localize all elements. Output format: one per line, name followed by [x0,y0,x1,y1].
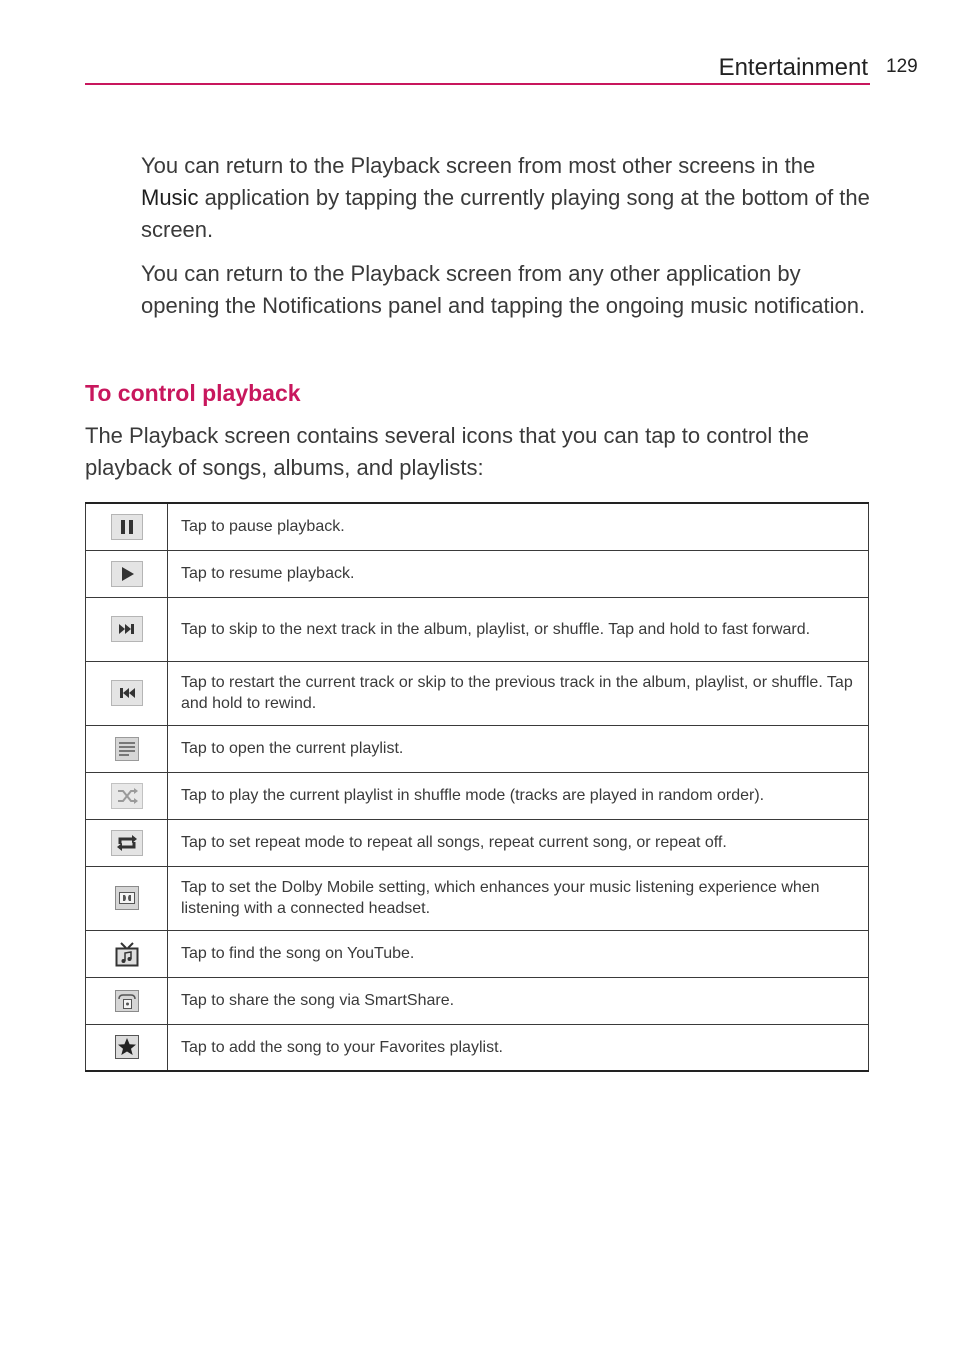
smartshare-icon [111,988,143,1014]
row-description: Tap to play the current playlist in shuffle mode (tracks are played in random order). [168,772,869,819]
table-row [86,930,869,977]
play-icon [111,561,143,587]
row-description: Tap to resume playback. [168,550,869,597]
section-intro: The Playback screen contains several icons that you can tap to control the playback of songs, albums, and playlists: [85,423,809,480]
playback-icons-table [85,502,869,1072]
favorites-icon [111,1034,143,1060]
icon-cell [86,819,168,866]
row-description: Tap to set the Dolby Mobile setting, which enhances your music listening experience when listening with a connected headset. [168,866,869,930]
row-description: Tap to share the song via SmartShare. [168,977,869,1024]
icon-cell [86,550,168,597]
music-app-name: Music [141,185,199,210]
table-row [86,866,869,930]
icon-cell [86,977,168,1024]
row-description: Tap to find the song on YouTube. [168,930,869,977]
icon-cell [86,597,168,661]
dolby-icon [111,885,143,911]
paragraph-text: application by tapping the currently playing song at the bottom of the screen. [141,185,870,242]
table-row [86,725,869,772]
table-row [86,819,869,866]
row-description: Tap to set repeat mode to repeat all songs, repeat current song, or repeat off. [168,819,869,866]
page-number: 129 [886,56,918,77]
next-track-icon [111,616,143,642]
icon-cell [86,725,168,772]
paragraph-return-playback [141,150,871,246]
pause-icon [111,514,143,540]
table-row [86,772,869,819]
playlist-icon [111,736,143,762]
icon-cell [86,772,168,819]
icon-cell [86,930,168,977]
icon-cell [86,661,168,725]
row-description: Tap to restart the current track or skip to the previous track in the album, playlist, or shuffle. Tap and hold to rewind. [168,661,869,725]
row-description: Tap to pause playback. [168,503,869,550]
table-row [86,597,869,661]
shuffle-icon [111,783,143,809]
previous-track-icon [111,680,143,706]
section-heading: To control playback [85,380,301,406]
row-description: Tap to skip to the next track in the album, playlist, or shuffle. Tap and hold to fast forward. [168,597,869,661]
repeat-icon [111,830,143,856]
section-title: Entertainment [718,54,868,81]
table-row [86,550,869,597]
paragraph-text: You can return to the Playback screen from most other screens in the [141,153,816,178]
youtube-icon [111,941,143,967]
table-row [86,1024,869,1071]
row-description: Tap to add the song to your Favorites playlist. [168,1024,869,1071]
paragraph-notifications: You can return to the Playback screen from any other application by opening the Notifications panel and tapping the ongoing music notification. [141,261,866,318]
icon-cell [86,866,168,930]
table-row [86,977,869,1024]
icon-cell [86,1024,168,1071]
table-row [86,503,869,550]
table-row [86,661,869,725]
row-description: Tap to open the current playlist. [168,725,869,772]
icon-cell [86,503,168,550]
page-header [85,50,870,85]
